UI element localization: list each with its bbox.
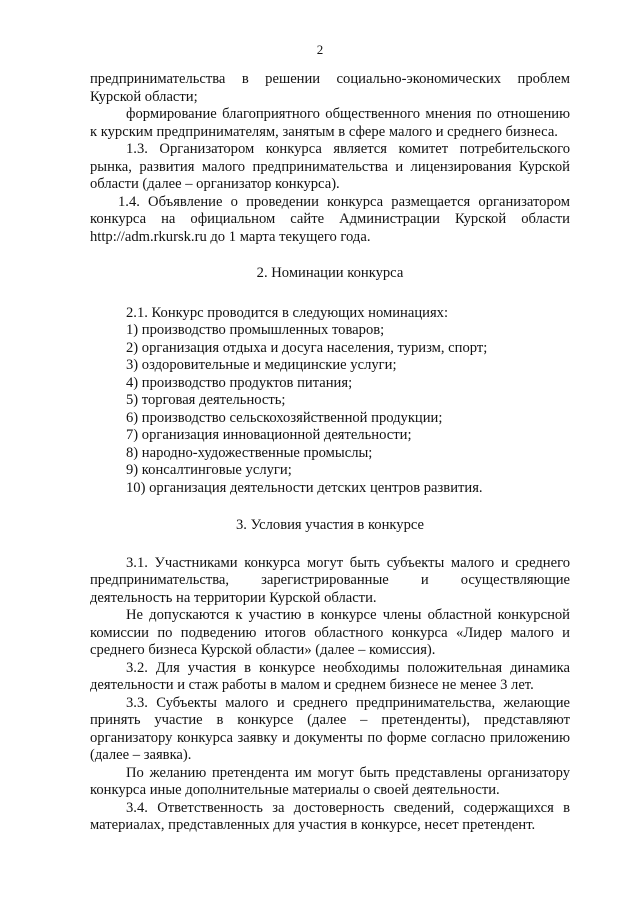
list-item: 3) оздоровительные и медицинские услуги; bbox=[126, 357, 397, 373]
clause-3-3: 3.3. Субъекты малого и среднего предпринимательства, желающие принять участие в конкурсе (далее – претенденты), представляют организатору конкурса заявку и документы по форме согласно приложению (далее – заявка). bbox=[90, 694, 570, 763]
clause-3-4: 3.4. Ответственность за достоверность сведений, содержащихся в материалах, представленных для участия в конкурсе, несет претендент. bbox=[90, 799, 570, 833]
clause-3-2: 3.2. Для участия в конкурсе необходимы положительная динамика деятельности и стаж работы в малом и среднем бизнесе не менее 3 лет. bbox=[90, 659, 570, 693]
page-number: 2 bbox=[316, 42, 324, 57]
list-item: 1) производство промышленных товаров; bbox=[126, 322, 385, 338]
nominations-list bbox=[90, 322, 570, 497]
list-item: 10) организация деятельности детских центров развития. bbox=[126, 479, 483, 496]
section-2-title: 2. Номинации конкурса bbox=[256, 265, 404, 281]
clause-3-1: 3.1. Участниками конкурса могут быть субъекты малого и среднего предпринимательства, зарегистрированные и осуществляющие деятельность на территории Курской области. bbox=[90, 554, 570, 606]
intro-paragraph-2: формирование благоприятного общественного мнения по отношению к курским предпринимателям, занятым в сфере малого и среднего бизнеса. bbox=[90, 106, 570, 140]
section-2-intro: 2.1. Конкурс проводится в следующих номинациях: bbox=[126, 304, 449, 321]
spacer bbox=[90, 535, 570, 555]
list-item: 9) консалтинговые услуги; bbox=[126, 462, 292, 478]
spacer bbox=[90, 497, 570, 517]
exclusion-paragraph: Не допускаются к участию в конкурсе члены областной конкурсной комиссии по подведению итогов областного конкурса «Лидер малого и среднего бизнеса Курской области» (далее – комиссия). bbox=[90, 607, 570, 658]
spacer bbox=[90, 283, 570, 305]
list-item: 6) производство сельскохозяйственной продукции; bbox=[126, 409, 443, 426]
additional-materials-paragraph: По желанию претендента им могут быть представлены организатору конкурса иные дополнительные материалы о своей деятельности. bbox=[90, 764, 570, 798]
list-item: 7) организация инновационной деятельности; bbox=[126, 427, 412, 443]
spacer bbox=[90, 246, 570, 265]
list-item: 4) производство продуктов питания; bbox=[126, 374, 353, 391]
list-item: 8) народно-художественные промыслы; bbox=[126, 444, 373, 461]
list-item: 5) торговая деятельность; bbox=[126, 392, 286, 408]
list-item: 2) организация отдыха и досуга населения, туризм, спорт; bbox=[126, 339, 488, 356]
intro-paragraph-1: предпринимательства в решении социально-экономических проблем Курской области; bbox=[90, 71, 570, 105]
section-3-title: 3. Условия участия в конкурсе bbox=[235, 517, 425, 533]
clause-1-4: 1.4. Объявление о проведении конкурса размещается организатором конкурса на официальном сайте Администрации Курской области http://adm.rkursk.ru до 1 марта текущего года. bbox=[90, 193, 570, 245]
clause-1-3: 1.3. Организатором конкурса является комитет потребительского рынка, развития малого предпринимательства и лицензирования Курской области (далее – организатор конкурса). bbox=[90, 141, 570, 192]
document-body bbox=[90, 71, 570, 835]
